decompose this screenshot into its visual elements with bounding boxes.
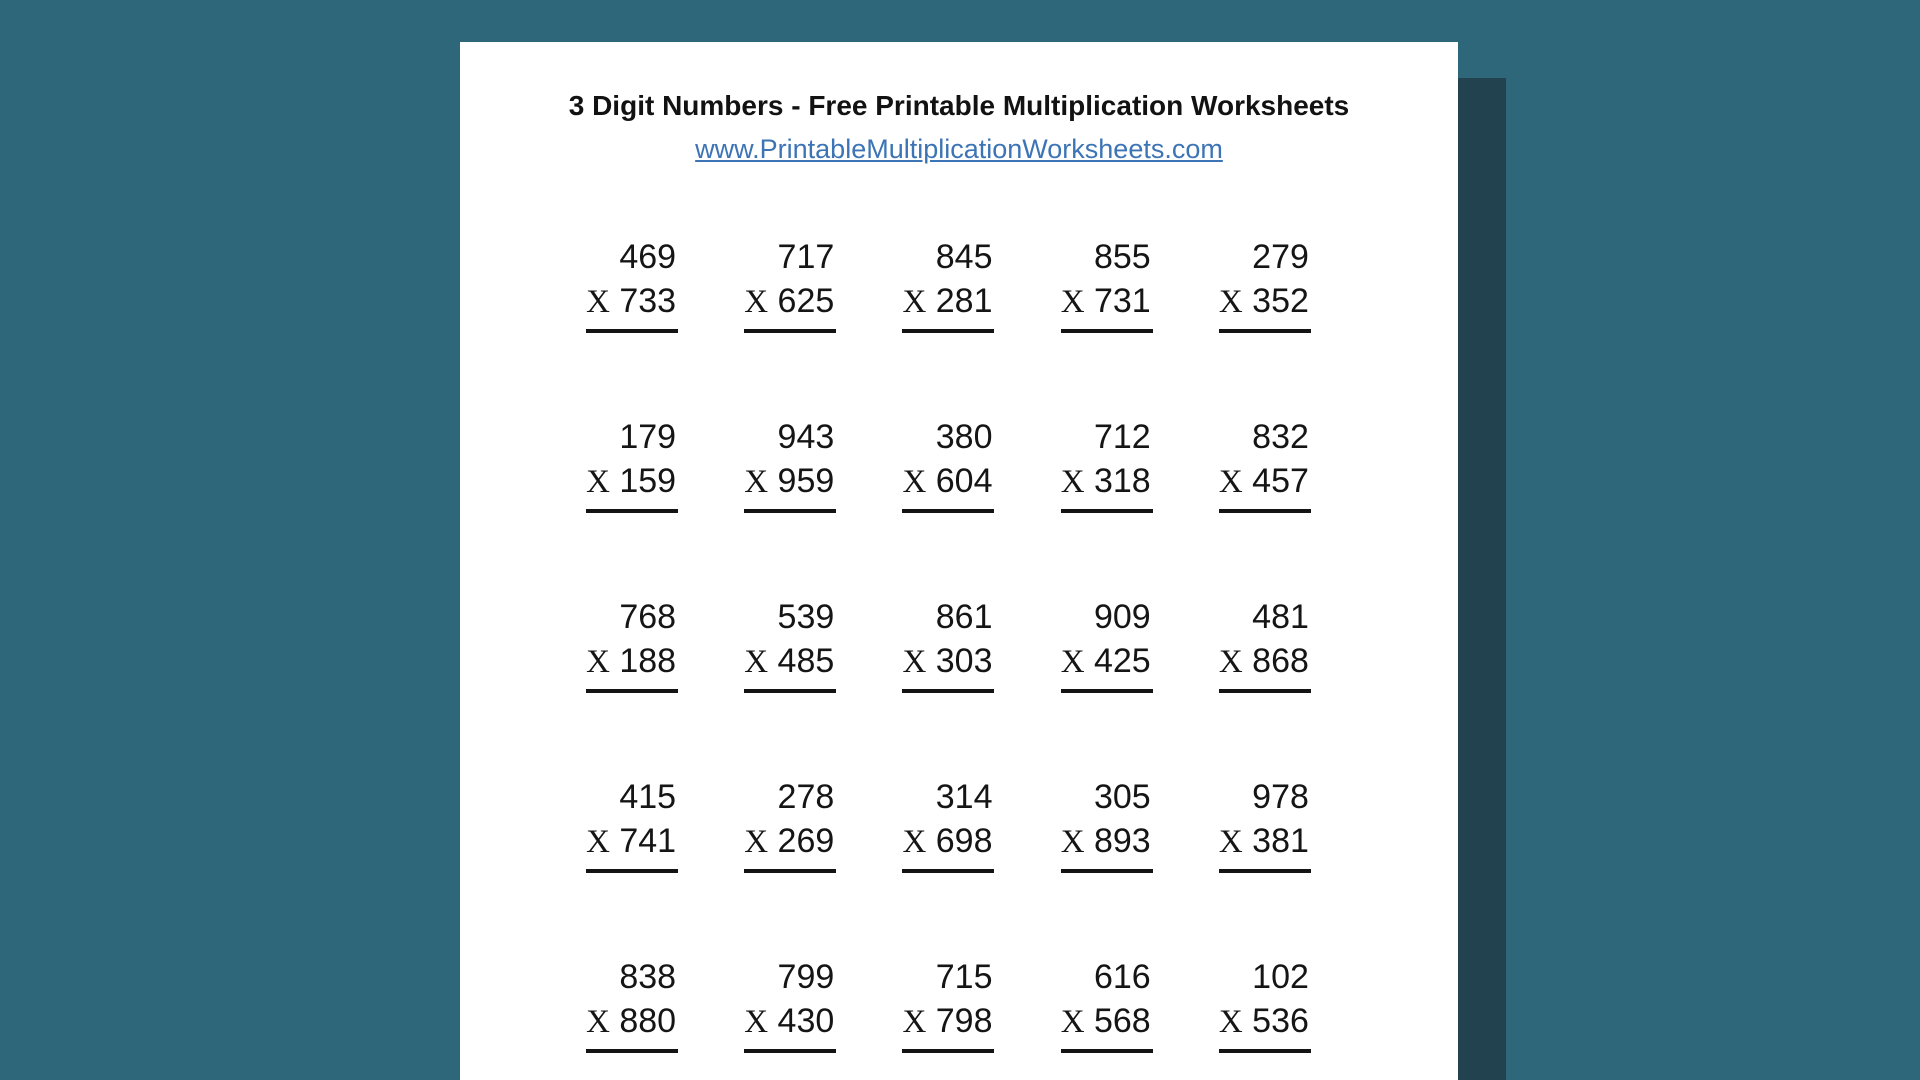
multiplier: 381: [1252, 822, 1309, 860]
problems-grid: [553, 235, 1344, 1053]
multiplicand: 469: [619, 238, 677, 276]
multiplier: 430: [777, 1002, 835, 1040]
multiply-symbol: X: [1060, 644, 1085, 680]
multiplier-row: [1061, 459, 1153, 513]
multiply-symbol: X: [902, 824, 927, 860]
multiplication-problem: [586, 955, 678, 1053]
multiplier-row: [744, 819, 836, 873]
multiplicand: 715: [935, 958, 993, 996]
multiplier-row: [586, 279, 678, 333]
multiplier: 425: [1093, 642, 1151, 680]
multiplier: 893: [1093, 822, 1151, 860]
multiplicand: 279: [1252, 238, 1309, 276]
multiply-symbol: X: [1060, 464, 1085, 500]
worksheet-header: [460, 42, 1458, 166]
multiply-symbol: X: [1218, 644, 1243, 680]
multiplicand: 102: [1252, 958, 1309, 996]
multiplier: 604: [935, 462, 993, 500]
multiplier-row: [1219, 999, 1311, 1053]
multiplication-problem: [1061, 595, 1153, 693]
multiplier-row: [1061, 639, 1153, 693]
multiplicand: 799: [777, 958, 835, 996]
multiplier: 880: [619, 1002, 677, 1040]
multiplier-row: [1219, 279, 1311, 333]
multiplier: 568: [1093, 1002, 1151, 1040]
multiplicand: 415: [619, 778, 677, 816]
multiply-symbol: X: [1060, 824, 1085, 860]
multiply-symbol: X: [1218, 284, 1243, 320]
multiplier: 188: [619, 642, 677, 680]
multiply-symbol: X: [586, 644, 610, 680]
worksheet-page: [460, 42, 1458, 1080]
multiply-symbol: X: [902, 464, 927, 500]
multiplication-problem: [744, 775, 836, 873]
multiply-symbol: X: [1218, 1004, 1243, 1040]
multiplication-problem: [586, 415, 678, 513]
multiplier-row: [586, 639, 678, 693]
multiply-symbol: X: [1218, 464, 1243, 500]
multiplier: 798: [935, 1002, 993, 1040]
multiplier: 303: [935, 642, 993, 680]
multiply-symbol: X: [902, 284, 927, 320]
multiplier: 625: [777, 282, 835, 320]
multiplicand: 616: [1093, 958, 1151, 996]
multiplier: 536: [1252, 1002, 1309, 1040]
multiplier-row: [744, 999, 836, 1053]
multiplication-problem: [586, 595, 678, 693]
multiplier: 352: [1252, 282, 1309, 320]
multiplier: 457: [1252, 462, 1309, 500]
multiplication-problem: [1219, 595, 1311, 693]
multiplication-problem: [744, 955, 836, 1053]
multiplicand: 305: [1093, 778, 1151, 816]
multiplication-problem: [902, 235, 994, 333]
multiplication-problem: [902, 595, 994, 693]
multiply-symbol: X: [744, 464, 769, 500]
multiplicand: 909: [1093, 598, 1151, 636]
multiply-symbol: X: [902, 1004, 927, 1040]
multiplication-problem: [902, 415, 994, 513]
multiplicand: 539: [777, 598, 835, 636]
multiplicand: 768: [619, 598, 677, 636]
multiply-symbol: X: [1060, 284, 1085, 320]
multiplication-problem: [902, 955, 994, 1053]
multiplier-row: [586, 819, 678, 873]
multiplier-row: [902, 639, 994, 693]
multiplier-row: [744, 639, 836, 693]
multiplication-problem: [902, 775, 994, 873]
multiplicand: 717: [777, 238, 835, 276]
multiplier-row: [902, 279, 994, 333]
multiplier-row: [1219, 819, 1311, 873]
multiply-symbol: X: [586, 284, 610, 320]
multiplication-problem: [744, 415, 836, 513]
multiplicand: 855: [1093, 238, 1151, 276]
multiplier-row: [586, 999, 678, 1053]
multiplicand: 712: [1093, 418, 1151, 456]
multiplier-row: [902, 819, 994, 873]
multiplication-problem: [1219, 235, 1311, 333]
multiplicand: 179: [619, 418, 677, 456]
multiplicand: 481: [1252, 598, 1309, 636]
multiply-symbol: X: [744, 1004, 769, 1040]
multiplication-problem: [586, 775, 678, 873]
multiply-symbol: X: [1060, 1004, 1085, 1040]
multiplicand: 978: [1252, 778, 1309, 816]
multiplicand: 943: [777, 418, 835, 456]
multiplier-row: [1219, 639, 1311, 693]
multiply-symbol: X: [744, 824, 769, 860]
multiplication-problem: [1061, 775, 1153, 873]
multiplication-problem: [1061, 955, 1153, 1053]
multiplier-row: [744, 279, 836, 333]
multiplication-problem: [586, 235, 678, 333]
multiplication-problem: [744, 235, 836, 333]
multiply-symbol: X: [586, 464, 610, 500]
multiply-symbol: X: [586, 824, 610, 860]
multiply-symbol: X: [902, 644, 927, 680]
multiplier: 959: [777, 462, 835, 500]
multiplier-row: [1061, 279, 1153, 333]
multiplier: 485: [777, 642, 835, 680]
multiplier-row: [902, 459, 994, 513]
multiply-symbol: X: [744, 284, 769, 320]
multiply-symbol: X: [586, 1004, 610, 1040]
multiplicand: 314: [935, 778, 993, 816]
multiplier-row: [586, 459, 678, 513]
multiply-symbol: X: [744, 644, 769, 680]
multiplier: 733: [619, 282, 677, 320]
multiplier-row: [1061, 999, 1153, 1053]
multiplier: 731: [1093, 282, 1151, 320]
worksheet-title: 3 Digit Numbers - Free Printable Multiplication Worksheets: [568, 90, 1350, 121]
multiplier: 698: [935, 822, 993, 860]
multiplicand: 832: [1252, 418, 1309, 456]
multiplicand: 278: [777, 778, 835, 816]
multiplier-row: [1219, 459, 1311, 513]
multiplication-problem: [1219, 775, 1311, 873]
multiplier: 741: [619, 822, 677, 860]
multiplier: 281: [935, 282, 993, 320]
website-link[interactable]: www.PrintableMultiplicationWorksheets.com: [695, 134, 1223, 164]
multiplier: 269: [777, 822, 835, 860]
multiplier-row: [902, 999, 994, 1053]
multiplicand: 861: [935, 598, 993, 636]
multiplicand: 845: [935, 238, 993, 276]
multiplication-problem: [744, 595, 836, 693]
multiply-symbol: X: [1218, 824, 1243, 860]
multiplication-problem: [1219, 955, 1311, 1053]
multiplicand: 380: [935, 418, 993, 456]
multiplication-problem: [1061, 415, 1153, 513]
multiplication-problem: [1061, 235, 1153, 333]
multiplier: 868: [1252, 642, 1309, 680]
multiplier: 318: [1093, 462, 1151, 500]
multiplicand: 838: [619, 958, 677, 996]
multiplication-problem: [1219, 415, 1311, 513]
multiplier-row: [1061, 819, 1153, 873]
multiplier-row: [744, 459, 836, 513]
multiplier: 159: [619, 462, 677, 500]
